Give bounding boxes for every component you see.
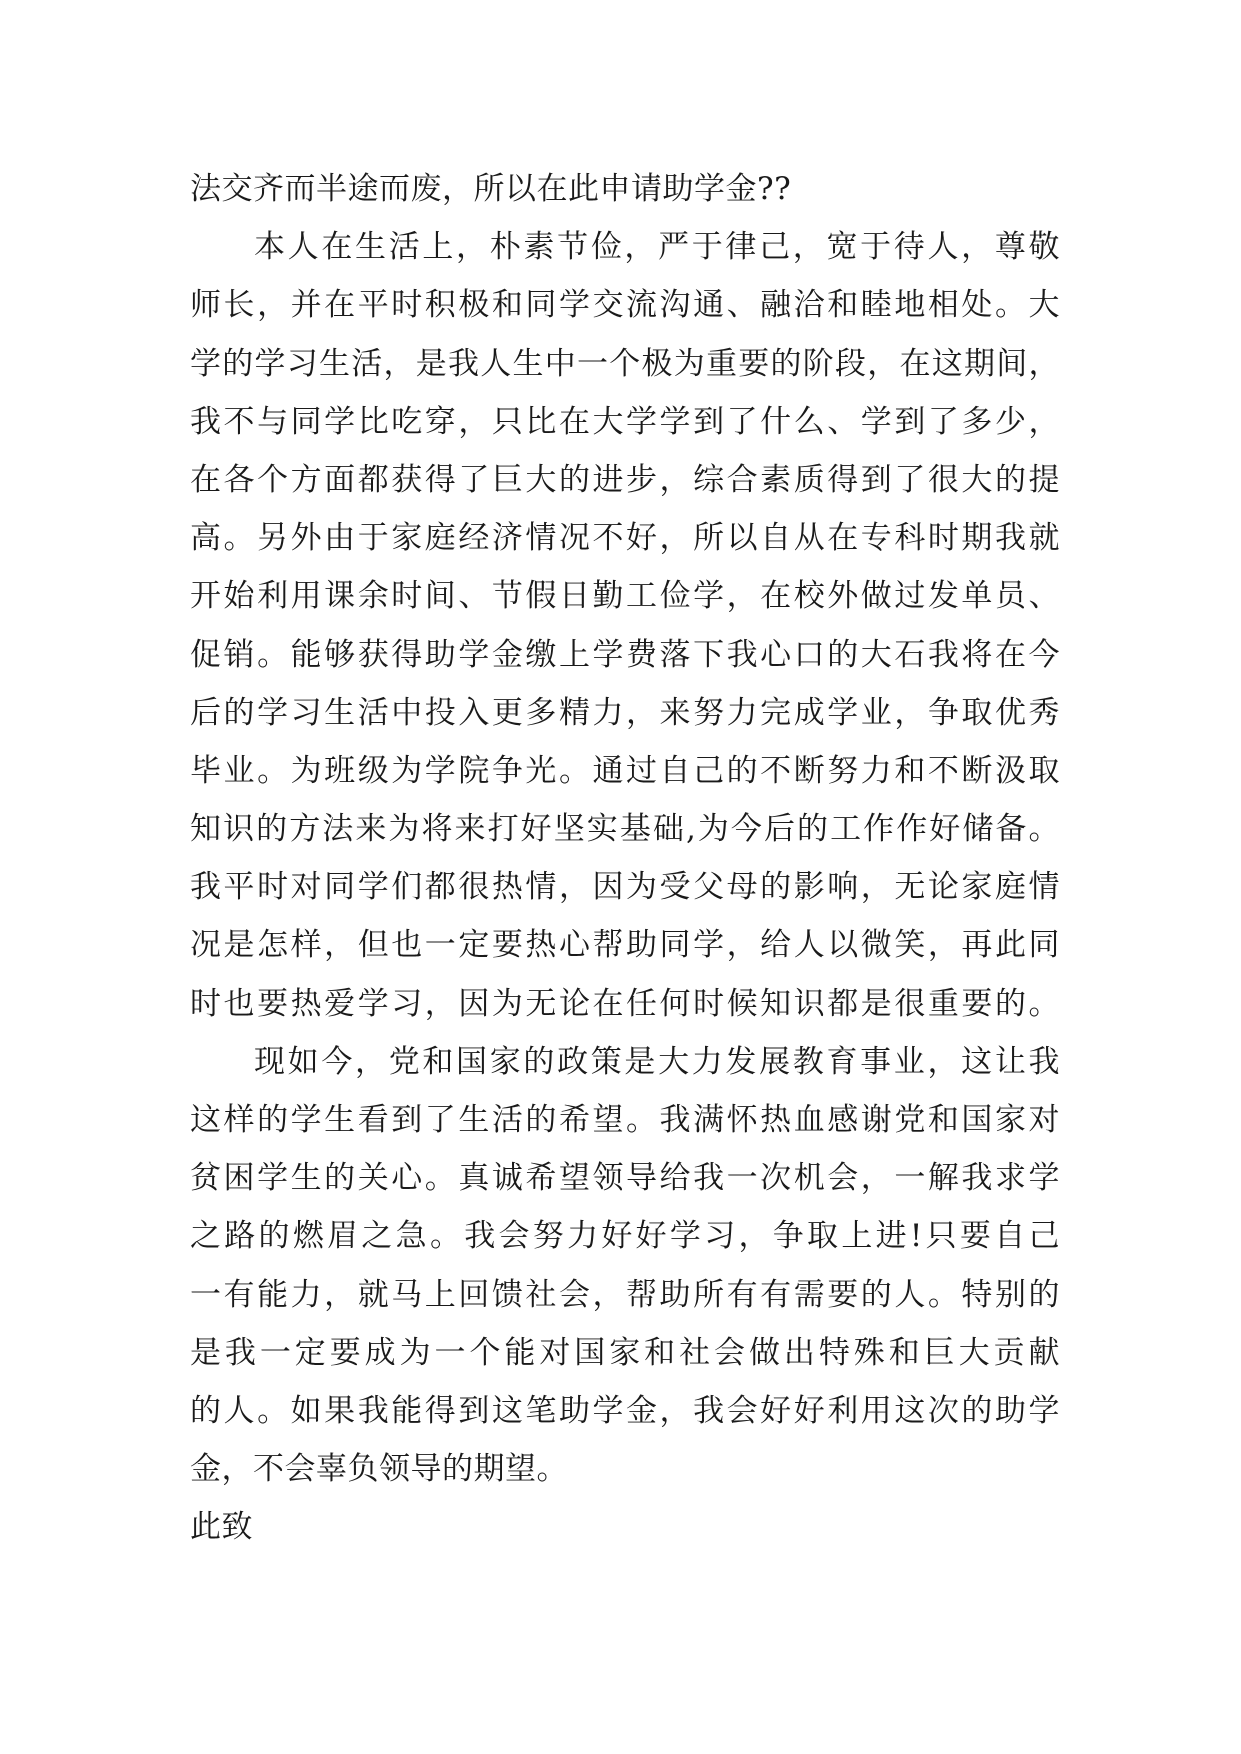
paragraph-line: 知识的方法来为将来打好坚实基础,为今后的工作作好储备。 (190, 811, 1060, 848)
letter-body (190, 160, 1060, 1557)
paragraph-line: 在各个方面都获得了巨大的进步，综合素质得到了很大的提 (190, 461, 1060, 498)
paragraph-line: 毕业。为班级为学院争光。通过自己的不断努力和不断汲取 (190, 752, 1060, 789)
paragraph-line: 本人在生活上，朴素节俭，严于律己，宽于待人，尊敬 (254, 229, 1060, 266)
paragraph-line: 的人。如果我能得到这笔助学金，我会好好利用这次的助学 (190, 1392, 1060, 1429)
paragraph-line: 后的学习生活中投入更多精力，来努力完成学业，争取优秀 (190, 694, 1060, 731)
paragraph-line: 金，不会辜负领导的期望。 (190, 1451, 568, 1488)
paragraph-line: 开始利用课余时间、节假日勤工俭学，在校外做过发单员、 (190, 578, 1060, 615)
paragraph-line: 时也要热爱学习，因为无论在任何时候知识都是很重要的。 (190, 985, 1060, 1022)
paragraph-line: 现如今，党和国家的政策是大力发展教育事业，这让我 (254, 1043, 1060, 1080)
paragraph-line: 我平时对同学们都很热情，因为受父母的影响，无论家庭情 (190, 869, 1060, 906)
paragraph-line: 这样的学生看到了生活的希望。我满怀热血感谢党和国家对 (190, 1102, 1060, 1138)
paragraph-line: 我不与同学比吃穿，只比在大学学到了什么、学到了多少， (190, 403, 1060, 440)
paragraph-line: 一有能力，就马上回馈社会，帮助所有有需要的人。特别的 (190, 1276, 1060, 1313)
closing-salutation: 此致 (190, 1509, 253, 1546)
paragraph-line: 法交齐而半途而废，所以在此申请助学金?? (190, 171, 792, 207)
paragraph-line: 之路的燃眉之急。我会努力好好学习，争取上进!只要自己 (190, 1218, 1060, 1255)
paragraph-line: 贫困学生的关心。真诚希望领导给我一次机会，一解我求学 (190, 1160, 1060, 1197)
paragraph-line: 学的学习生活，是我人生中一个极为重要的阶段，在这期间， (190, 345, 1060, 382)
paragraph-line: 况是怎样，但也一定要热心帮助同学，给人以微笑，再此同 (190, 927, 1060, 964)
paragraph-line: 师长，并在平时积极和同学交流沟通、融洽和睦地相处。大 (190, 287, 1060, 324)
paragraph-line: 促销。能够获得助学金缴上学费落下我心口的大石我将在今 (190, 636, 1060, 673)
paragraph-line: 高。另外由于家庭经济情况不好，所以自从在专科时期我就 (190, 520, 1060, 557)
paragraph-line: 是我一定要成为一个能对国家和社会做出特殊和巨大贡献 (190, 1334, 1060, 1371)
